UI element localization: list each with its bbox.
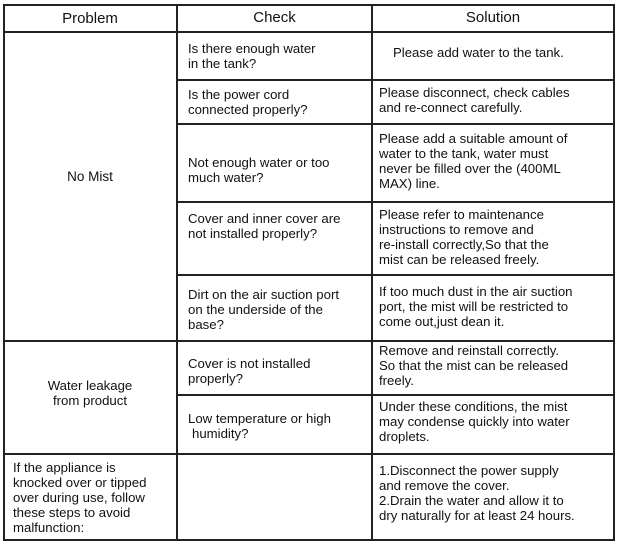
check-cell (188, 287, 339, 332)
solution-cell (393, 45, 564, 60)
solution-cell (379, 131, 567, 191)
solution-line: re-install correctly,So that the (379, 237, 549, 252)
check-line: connected properly? (188, 102, 308, 117)
check-line: humidity? (192, 426, 249, 441)
solution-cell (379, 207, 549, 267)
solution-cell (379, 85, 570, 115)
row-divider (176, 201, 615, 203)
solution-line: Please add water to the tank. (393, 45, 564, 60)
check-line: on the underside of the (188, 302, 323, 317)
check-cell (188, 155, 330, 185)
problem-line: over during use, follow (13, 490, 145, 505)
check-line: Cover and inner cover are (188, 211, 341, 226)
column-divider (371, 4, 373, 541)
solution-line: dry naturally for at least 24 hours. (379, 508, 575, 523)
solution-line: Remove and reinstall correctly. (379, 343, 560, 358)
solution-line: water to the tank, water must (379, 146, 549, 161)
solution-line: droplets. (379, 429, 430, 444)
row-divider (176, 274, 615, 276)
row-divider (176, 79, 615, 81)
solution-line: and re-connect carefully. (379, 100, 523, 115)
row-divider (176, 394, 615, 396)
check-line: much water? (188, 170, 264, 185)
problem-line: If the appliance is (13, 460, 116, 475)
check-cell (188, 411, 331, 441)
section-divider (3, 340, 615, 342)
solution-line: If too much dust in the air suction (379, 284, 573, 299)
problem-line: malfunction: (13, 520, 85, 535)
solution-line: and remove the cover. (379, 478, 510, 493)
solution-cell (379, 399, 570, 444)
solution-line: Please disconnect, check cables (379, 85, 570, 100)
check-cell (188, 87, 308, 117)
check-line: Dirt on the air suction port (188, 287, 339, 302)
column-divider (176, 4, 178, 541)
table-border-left (3, 4, 5, 541)
check-line: base? (188, 317, 224, 332)
solution-line: So that the mist can be released (379, 358, 569, 373)
problem-tipped-over (13, 460, 146, 535)
problem-line: knocked over or tipped (13, 475, 147, 490)
solution-line: port, the mist will be restricted to (379, 299, 569, 314)
check-line: properly? (188, 371, 243, 386)
solution-line: never be filled over the (400ML (379, 161, 561, 176)
solution-line: 1.Disconnect the power supply (379, 463, 559, 478)
problem-line: from product (52, 393, 128, 408)
check-line: Low temperature or high (188, 411, 331, 426)
table-border-bottom (3, 539, 615, 541)
solution-line: Please refer to maintenance (379, 207, 544, 222)
troubleshooting-table (3, 4, 615, 541)
check-cell (188, 41, 316, 71)
solution-line: 2.Drain the water and allow it to (379, 493, 564, 508)
solution-line: instructions to remove and (379, 222, 534, 237)
solution-line: MAX) line. (379, 176, 440, 191)
check-line: Is there enough water (188, 41, 316, 56)
problem-line: these steps to avoid (13, 505, 131, 520)
check-line: Not enough water or too (188, 155, 330, 170)
solution-line: Under these conditions, the mist (379, 399, 568, 414)
check-line: Is the power cord (188, 87, 290, 102)
header-check: Check (253, 9, 296, 26)
check-line: Cover is not installed (188, 356, 311, 371)
solution-cell (379, 463, 575, 523)
section-divider (3, 453, 615, 455)
problem-line: Water leakage (47, 378, 133, 393)
solution-cell (379, 284, 573, 329)
solution-line: come out,just dean it. (379, 314, 505, 329)
solution-line: may condense quickly into water (379, 414, 570, 429)
solution-line: freely. (379, 373, 414, 388)
header-solution: Solution (465, 9, 521, 26)
problem-no-mist: No Mist (67, 169, 113, 184)
check-cell (188, 356, 310, 386)
solution-cell (379, 343, 568, 388)
table-border-right (613, 4, 615, 541)
check-cell (188, 211, 340, 241)
check-line: in the tank? (188, 56, 257, 71)
solution-line: mist can be released freely. (379, 252, 540, 267)
row-divider (176, 123, 615, 125)
check-line: not installed properly? (188, 226, 318, 241)
problem-water-leakage (3, 378, 177, 408)
header-problem: Problem (62, 10, 118, 27)
solution-line: Please add a suitable amount of (379, 131, 568, 146)
